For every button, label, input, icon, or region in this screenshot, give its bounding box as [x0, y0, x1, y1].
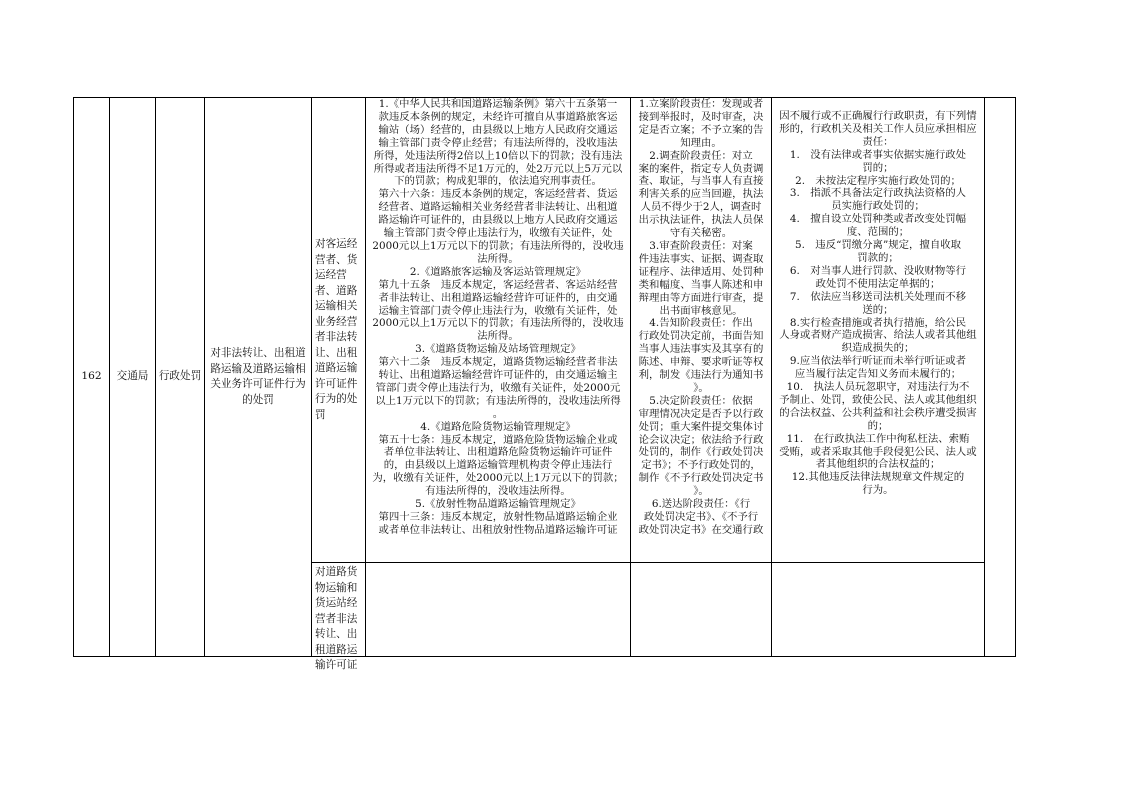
item-name-cell: [205, 98, 311, 656]
sub-item-2: 对道路货物运输和货运站经营者非法转让、出租道路运输许可证: [315, 566, 358, 671]
responsibility-text: 1.立案阶段责任：发现或者 接到举报时，及时审查，决 定是否立案；不予立案的告 知理由。 2.调查阶段责任：对立 案的案件，指定专人负责调 查、取证，与当事人有直接 利害关系的应当回避，执法 人员不得少于2人，调查时 出示执法证件，执法人员保 守有关秘密。 3.审查阶段责任：对案 件违法事实、证据、调查取 证程序、法律适用、处罚种 类和幅度、当事人陈述和申 辩理由等方面进行审查，提 出书面审核意见。 4.告知阶段责任：作出 行政处罚决定前，书面告知 当事人违法事实及其享有的 陈述、申辩、要求听证等权 利，制发《违法行为通知书 》。 5.决定阶段责任：依据 审理情况决定是否予以行政 处罚；重大案件提交集体讨 论会议决定；依法给予行政 处罚的，制作《行政处罚决 定书》；不予行政处罚的， 制作《不予行政处罚决定书 》。 6.送达阶段责任：《行 政处罚决定书》、《不予行 政处罚决定书》在交通行政: [638, 98, 764, 536]
sub-item-cell: [312, 98, 365, 562]
row-number-cell: [74, 98, 109, 656]
department: 交通局: [116, 370, 149, 383]
column-divider: [1015, 97, 1016, 657]
remarks-cell: [985, 98, 1015, 656]
accountability-cell: [772, 98, 984, 562]
responsibility-cell: [631, 98, 771, 562]
legal-basis-cell: [366, 98, 630, 562]
category: 行政处罚: [158, 370, 202, 383]
department-cell: [110, 98, 155, 656]
item-name: 对非法转让、出租道路运输及道路运输相关业务许可证件行为的处罚: [210, 347, 306, 406]
row-number: 162: [81, 370, 102, 383]
sub-item-cell: [312, 563, 365, 671]
sub-item-divider: [311, 562, 984, 563]
table-border-bottom: [73, 656, 1016, 657]
accountability-text: 因不履行或不正确履行行政职责，有下列情 形的，行政机关及相关工作人员应承担相应 责任： 1. 没有法律或者事实依据实施行政处 罚的； 2. 未按法定程序实施行政处罚的； 3. 指派不具备法定行政执法资格的人 员实施行政处罚的； 4. 擅自设立处罚种类或者改变处罚幅 度、范围的； 5. 违反“罚缴分离”规定，擅自收取 罚款的； 6. 对当事人进行罚款、没收财物等行 政处罚不使用法定单据的； 7. 依法应当移送司法机关处理而不移 送的； 8.实行检查措施或者执行措施，给公民 人身或者财产造成损害、给法人或者其他组 织造成损失的； 9.应当依法举行听证而未举行听证或者 应当履行法定告知义务而未履行的； 10. 执法人员玩忽职守，对违法行为不 予制止、处罚，致使公民、法人或其他组织 的合法权益、公共利益和社会秩序遭受损害 的； 11. 在行政执法工作中徇私枉法、索贿 受贿，或者采取其他手段侵犯公民、法人或 者其他组织的合法权益的； 12.其他违反法律法规规章文件规定的 行为。: [779, 110, 977, 497]
legal-basis-text: 1.《中华人民共和国道路运输条例》第六十五条第一 款违反本条例的规定，未经许可擅自从事道路旅客运 输站（场）经营的，由县级以上地方人民政府交通运 输主管部门责令停止经营；有违法所得的，没收违法 所得，处违法所得2倍以上10倍以下的罚款；没有违法 所得或者违法所得不足1万元的，处2万元以上5万元以 下的罚款；构成犯罪的，依法追究刑事责任。 第六十六条：违反本条例的规定，客运经营者、货运 经营者、道路运输相关业务经营者非法转让、出租道 路运输许可证件的，由县级以上地方人民政府交通运 输主管部门责令停止违法行为，收缴有关证件，处 2000元以上1万元以下的罚款；有违法所得的，没收违 法所得。 2.《道路旅客运输及客运站管理规定》 第九十五条 违反本规定，客运经营者、客运站经营 者非法转让、出租道路运输经营许可证件的，由交通 运输主管部门责令停止违法行为，收缴有关证件，处 2000元以上1万元以下的罚款；有违法所得的，没收违 法所得。 3.《道路货物运输及站场管理规定》 第六十二条 违反本规定，道路货物运输经营者非法 转让、出租道路运输经营许可证件的，由交通运输主 管部门责令停止违法行为，收缴有关证件，处2000元 以上1万元以下的罚款；有违法所得的，没收违法所得 。 4.《道路危险货物运输管理规定》 第五十七条：违反本规定，道路危险货物运输企业或 者单位非法转让、出租道路危险货物运输许可证件 的，由县级以上道路运输管理机构责令停止违法行 为，收缴有关证件，处2000元以上1万元以下的罚款； 有违法所得的，没收违法所得。 5.《放射性物品道路运输管理规定》 第四十三条：违反本规定，放射性物品道路运输企业 或者单位非法转让、出租放射性物品道路运输许可证: [372, 98, 624, 536]
category-cell: [156, 98, 204, 656]
sub-item-1: 对客运经营者、货运经营者、道路运输相关业务经营者非法转让、出租道路运输许可证件行为的处罚: [315, 238, 358, 421]
